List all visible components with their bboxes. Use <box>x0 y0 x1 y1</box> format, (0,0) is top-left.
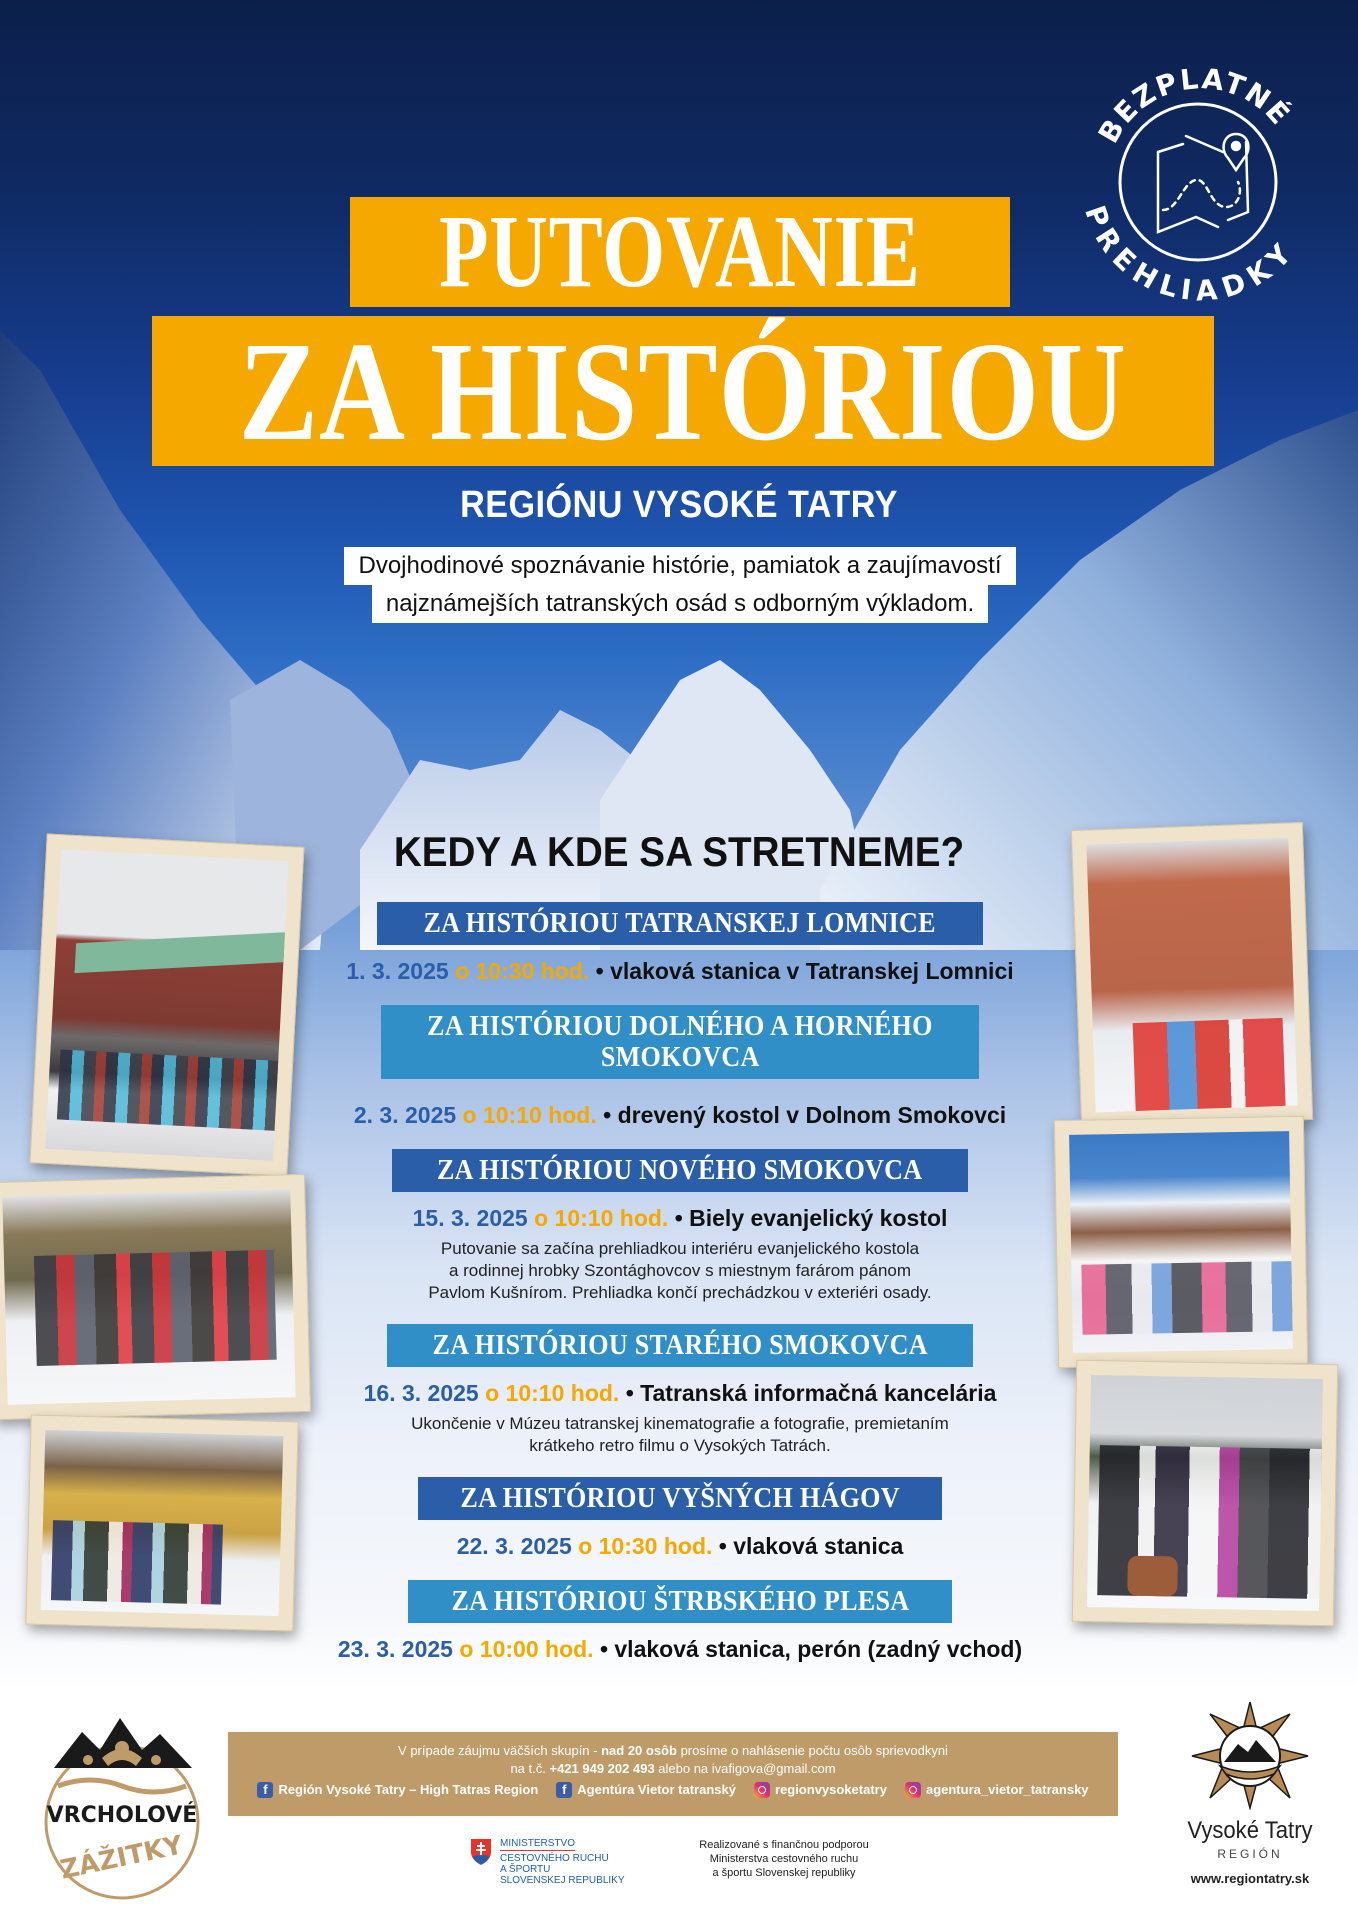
event-time: o 10:10 hod. <box>534 1205 669 1231</box>
event-date: 1. 3. 2025 <box>346 958 449 984</box>
vysoke-tatry-region-logo <box>1160 1700 1340 1915</box>
social-link-instagram-region[interactable]: regionvysoketatry <box>754 1781 887 1799</box>
facebook-icon: f <box>257 1782 273 1798</box>
event-place: • vlaková stanica <box>718 1533 904 1559</box>
svg-text:PREHLIADKY: PREHLIADKY <box>1078 201 1300 308</box>
event-item <box>300 902 1060 985</box>
event-place: • Tatranská informačná kancelária <box>625 1380 997 1406</box>
event-heading: ZA HISTÓRIOU VYŠNÝCH HÁGOV <box>418 1477 942 1520</box>
sun-mountain-icon <box>1190 1700 1310 1810</box>
event-place: • vlaková stanica v Tatranskej Lomnici <box>595 958 1014 984</box>
event-place: • drevený kostol v Dolnom Smokovci <box>603 1102 1007 1128</box>
event-place: • Biely evanjelický kostol <box>674 1205 948 1231</box>
event-heading: ZA HISTÓRIOU DOLNÉHO A HORNÉHO SMOKOVCA <box>381 1005 979 1079</box>
photo-left-3 <box>25 1415 298 1632</box>
instagram-icon <box>754 1782 770 1798</box>
event-time: o 10:30 hod. <box>578 1533 713 1559</box>
event-item <box>300 1149 1060 1304</box>
event-time: o 10:00 hod. <box>459 1636 594 1662</box>
event-date: 22. 3. 2025 <box>456 1533 572 1559</box>
social-link-facebook-region[interactable]: f Región Vysoké Tatry – High Tatras Region <box>257 1781 538 1799</box>
event-time: o 10:10 hod. <box>485 1380 620 1406</box>
contact-line-1: V prípade záujmu väčších skupín - nad 20 osôb prosíme o nahlásenie počtu osôb sprievodkyni <box>398 1743 948 1758</box>
photo-right-2 <box>1054 1116 1308 1368</box>
email-link[interactable]: ivafigova@gmail.com <box>711 1761 836 1776</box>
social-link-instagram-agency[interactable]: agentura_vietor_tatransky <box>905 1781 1089 1799</box>
events-list <box>300 902 1060 1683</box>
svg-text:VRCHOLOVÉ: VRCHOLOVÉ <box>46 1803 198 1828</box>
logo-region: REGIÓN <box>1217 1847 1283 1861</box>
photo-left-1 <box>30 833 305 1176</box>
event-when-where <box>300 957 1060 985</box>
event-description: Putovanie sa začína prehliadkou interiéru evanjelického kostola a rodinnej hrobky Szontághovcov s miestnym farárom pánom Pavlom Kušnírom. Prehliadka končí prechádzkou v exteriéri osady. <box>428 1239 932 1302</box>
contact-line-2: na t.č. +421 949 202 493 alebo na ivafigova@gmail.com <box>510 1761 836 1776</box>
event-when-where <box>300 1532 1060 1560</box>
phone-number[interactable]: +421 949 202 493 <box>549 1761 655 1776</box>
event-time: o 10:30 hod. <box>455 958 590 984</box>
event-date: 23. 3. 2025 <box>337 1636 453 1662</box>
intro-text <box>326 547 1034 623</box>
event-heading: ZA HISTÓRIOU NOVÉHO SMOKOVCA <box>392 1149 967 1192</box>
svg-text:ZÁŽITKY: ZÁŽITKY <box>57 1830 186 1886</box>
event-when-where <box>300 1379 1060 1407</box>
svg-text:BEZPLATNÉ: BEZPLATNÉ <box>1091 62 1298 149</box>
vrcholove-zazitky-logo <box>32 1710 212 1906</box>
map-route-pin-icon <box>1158 134 1248 232</box>
event-when-where <box>300 1101 1060 1129</box>
photo-left-2 <box>0 1174 311 1420</box>
event-time: o 10:10 hod. <box>462 1102 597 1128</box>
event-item <box>300 1477 1060 1560</box>
event-description: Ukončenie v Múzeu tatranskej kinematografie a fotografie, premietaním krátkeho retro filmu o Vysokých Tatrách. <box>411 1414 949 1455</box>
slovak-coat-of-arms-icon <box>470 1838 492 1866</box>
website-link[interactable]: www.regiontatry.sk <box>1190 1871 1310 1886</box>
logo-name: Vysoké Tatry <box>1187 1817 1313 1844</box>
social-link-facebook-agency[interactable]: f Agentúra Vietor tatranský <box>556 1781 736 1799</box>
social-links <box>228 1781 1118 1799</box>
event-place: • vlaková stanica, perón (zadný vchod) <box>599 1636 1023 1662</box>
contact-band <box>228 1732 1118 1816</box>
event-item <box>300 1324 1060 1457</box>
instagram-icon <box>905 1782 921 1798</box>
event-date: 15. 3. 2025 <box>412 1205 528 1231</box>
subtitle: REGIÓNU VYSOKÉ TATRY <box>460 484 898 526</box>
photo-right-3 <box>1072 1360 1339 1627</box>
event-item <box>300 1005 1060 1129</box>
facebook-icon: f <box>556 1782 572 1798</box>
event-date: 2. 3. 2025 <box>353 1102 457 1128</box>
title-line-1: PUTOVANIE <box>350 197 1010 307</box>
meet-title: KEDY A KDE SA STRETNEME? <box>393 828 965 875</box>
event-heading: ZA HISTÓRIOU STARÉHO SMOKOVCA <box>387 1324 973 1367</box>
event-heading: ZA HISTÓRIOU ŠTRBSKÉHO PLESA <box>408 1580 953 1623</box>
event-heading: ZA HISTÓRIOU TATRANSKEJ LOMNICE <box>377 902 982 945</box>
free-tours-badge <box>1058 52 1338 312</box>
event-when-where <box>300 1204 1060 1232</box>
event-item <box>300 1580 1060 1663</box>
intro-line-2: najznámejších tatranských osád s odborným výkladom. <box>372 585 988 623</box>
ministry-logo: MINISTERSTVO CESTOVNÉHO RUCHU A ŠPORTU SLOVENSKEJ REPUBLIKY <box>470 1838 625 1886</box>
event-date: 16. 3. 2025 <box>363 1380 479 1406</box>
event-when-where <box>300 1635 1060 1663</box>
intro-line-1: Dvojhodinové spoznávanie histórie, pamiatok a zaujímavostí <box>344 547 1015 585</box>
title-line-2: ZA HISTÓRIOU <box>152 316 1214 466</box>
funding-note: Realizované s finančnou podporou Ministerstva cestovného ruchu a športu Slovenskej republiky <box>699 1839 869 1879</box>
